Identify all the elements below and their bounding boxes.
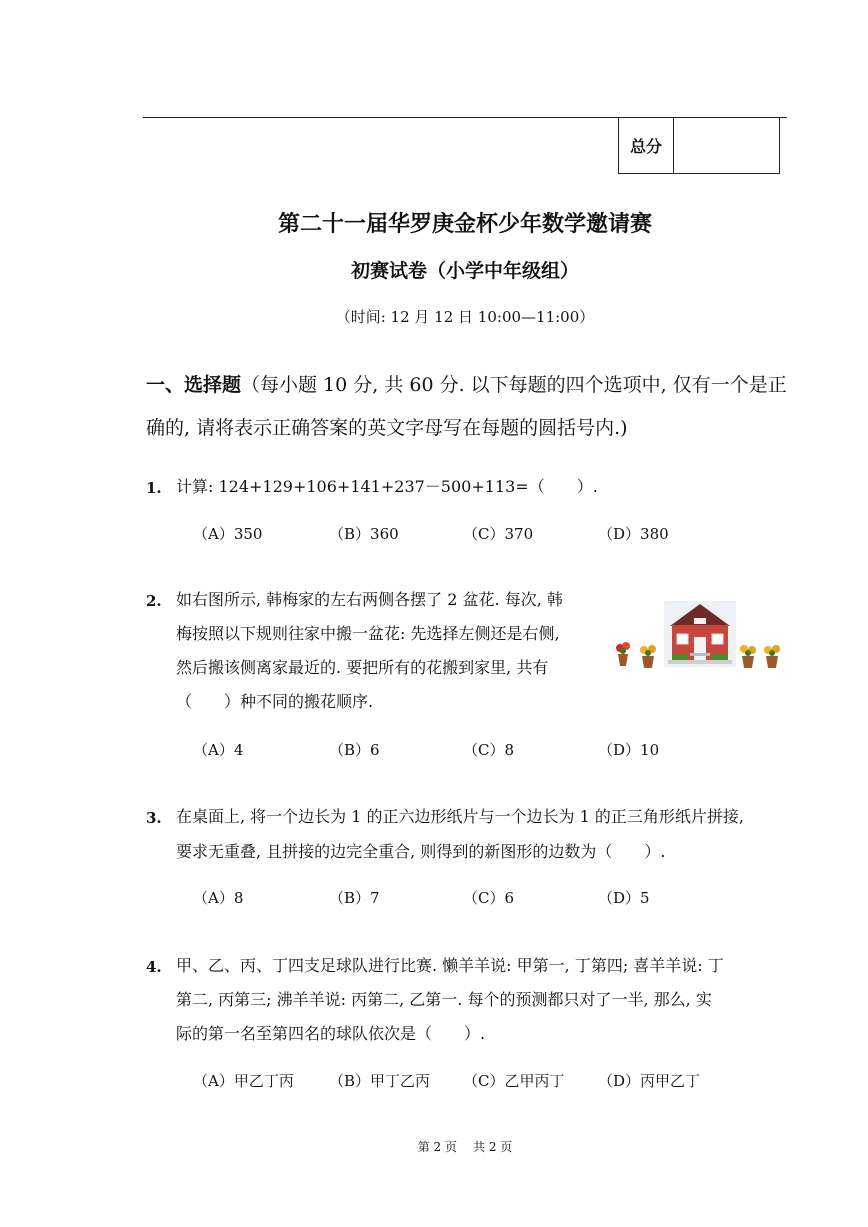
- question-3-option-d: （D）5: [598, 889, 650, 907]
- question-2-option-a: （A）4: [193, 741, 244, 759]
- page-footer: [0, 1138, 868, 1155]
- question-3-line-2: 要求无重叠, 且拼接的边完全重合, 则得到的新图形的边数为（ ）.: [176, 842, 666, 861]
- section-title: 一、选择题: [146, 374, 242, 396]
- flower-pot-icon: [616, 642, 630, 666]
- question-4-option-a: （A）甲乙丁丙: [193, 1072, 294, 1090]
- question-3-line-1: 在桌面上, 将一个边长为 1 的正六边形纸片与一个边长为 1 的正三角形纸片拼接,: [176, 807, 744, 826]
- question-3-option-b: （B）7: [329, 889, 380, 907]
- page-total: 共 2 页: [473, 1140, 513, 1154]
- question-4-line-1: 甲、乙、丙、丁四支足球队进行比赛. 懒羊羊说: 甲第一, 丁第四; 喜羊羊说: 丁: [176, 956, 724, 975]
- question-1-option-d: （D）380: [598, 525, 669, 543]
- question-2-option-d: （D）10: [598, 741, 660, 759]
- flower-pot-icon: [640, 645, 656, 668]
- question-2-line-3: 然后搬该侧离家最近的. 要把所有的花搬到家里, 共有: [176, 658, 549, 677]
- exam-time: （时间: 12 月 12 日 10:00—11:00）: [335, 308, 595, 326]
- exam-subtitle: 初赛试卷（小学中年级组）: [350, 260, 579, 282]
- question-4-option-c: （C）乙甲丙丁: [463, 1072, 565, 1090]
- question-3-option-a: （A）8: [193, 889, 244, 907]
- question-2-line-1: 如右图所示, 韩梅家的左右两侧各摆了 2 盆花. 每次, 韩: [176, 590, 563, 609]
- question-1-option-b: （B）360: [329, 525, 399, 543]
- flower-pot-icon: [764, 645, 780, 668]
- question-4-number: 4.: [146, 958, 162, 976]
- score-label: 总分: [619, 117, 674, 173]
- house-flowers-figure: [612, 598, 784, 672]
- exam-title: 第二十一届华罗庚金杯少年数学邀请赛: [277, 212, 652, 237]
- question-1-option-c: （C）370: [463, 525, 534, 543]
- question-2-number: 2.: [146, 592, 162, 610]
- question-2-option-c: （C）8: [463, 741, 515, 759]
- section-description: （每小题 10 分, 共 60 分. 以下每题的四个选项中, 仅有一个是正确的, 请将表示正确答案的英文字母写在每题的圆括号内.): [146, 374, 787, 439]
- page-number: 第 2 页: [417, 1140, 457, 1154]
- score-box: [618, 117, 780, 174]
- question-3-option-c: （C）6: [463, 889, 515, 907]
- score-input-area[interactable]: [674, 117, 779, 173]
- house-icon: [664, 601, 736, 667]
- question-4-line-2: 第二, 丙第三; 沸羊羊说: 丙第二, 乙第一. 每个的预测都只对了一半, 那么, 实: [176, 990, 712, 1009]
- question-2-line-4: （ ）种不同的搬花顺序.: [176, 692, 374, 711]
- question-1-option-a: （A）350: [193, 525, 263, 543]
- section-heading: [146, 364, 796, 450]
- question-1-text: 计算: 124+129+106+141+237－500+113=（ ）.: [176, 477, 598, 496]
- question-3-number: 3.: [146, 809, 162, 827]
- question-4-option-d: （D）丙甲乙丁: [598, 1072, 701, 1090]
- question-2-option-b: （B）6: [329, 741, 380, 759]
- question-2-line-2: 梅按照以下规则往家中搬一盆花: 先选择左侧还是右侧,: [176, 624, 560, 643]
- question-4-option-b: （B）甲丁乙丙: [329, 1072, 431, 1090]
- question-4-line-3: 际的第一名至第四名的球队依次是（ ）.: [176, 1024, 486, 1043]
- flower-pot-icon: [740, 645, 756, 668]
- question-1-number: 1.: [146, 479, 162, 497]
